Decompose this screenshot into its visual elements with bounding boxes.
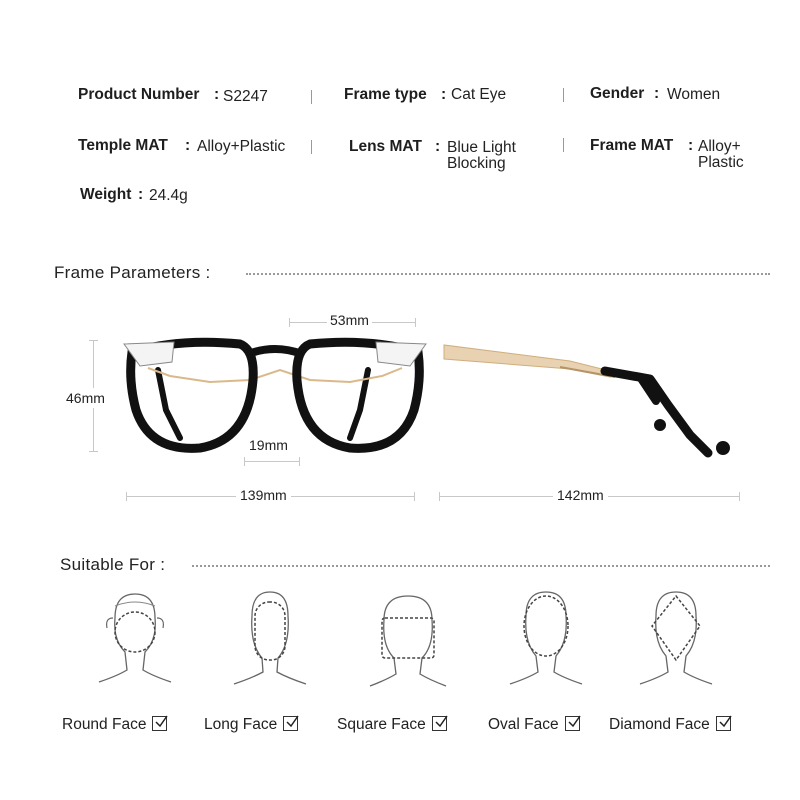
spec-colon: : xyxy=(688,137,694,154)
glasses-side-view-icon xyxy=(440,335,750,465)
divider xyxy=(563,88,564,102)
spec-colon: : xyxy=(214,86,220,103)
checkbox-checked-icon xyxy=(283,716,298,731)
spec-value-line2: Blocking xyxy=(447,155,506,172)
divider xyxy=(311,90,312,104)
bridge-line xyxy=(244,461,300,462)
face-label: Long Face xyxy=(204,716,278,733)
temple-length-label: 142mm xyxy=(553,487,608,503)
lens-height-label: 46mm xyxy=(66,390,105,406)
frame-width-label: 139mm xyxy=(236,487,291,503)
face-option-oval xyxy=(488,716,580,734)
spec-label: Weight xyxy=(80,186,132,203)
long-face-icon xyxy=(230,588,310,698)
spec-value: Alloy+Plastic xyxy=(197,138,286,155)
spec-label: Frame MAT xyxy=(590,137,674,154)
spec-value: Women xyxy=(667,86,721,103)
checkbox-checked-icon xyxy=(152,716,167,731)
spec-colon: : xyxy=(138,186,144,203)
lens-width-label: 53mm xyxy=(327,312,372,328)
spec-label: Gender xyxy=(590,85,645,102)
round-face-icon xyxy=(95,588,175,698)
square-face-icon xyxy=(368,592,448,702)
face-option-square xyxy=(337,716,447,734)
face-label: Square Face xyxy=(337,716,426,733)
spec-label: Temple MAT xyxy=(78,137,168,154)
checkbox-checked-icon xyxy=(716,716,731,731)
spec-label: Product Number xyxy=(78,86,200,103)
spec-colon: : xyxy=(441,86,447,103)
frame-parameters-title: Frame Parameters : xyxy=(54,263,211,282)
spec-value-line2: Plastic xyxy=(698,154,744,171)
diamond-face-icon xyxy=(636,588,716,698)
face-label: Diamond Face xyxy=(609,716,710,733)
spec-value: 24.4g xyxy=(149,187,188,204)
spec-value-line1: Alloy+ xyxy=(698,138,741,155)
face-option-diamond xyxy=(609,716,731,734)
spec-label: Frame type xyxy=(344,86,427,103)
face-label: Round Face xyxy=(62,716,147,733)
oval-face-icon xyxy=(506,588,586,698)
dotted-divider xyxy=(246,273,770,275)
bridge-label: 19mm xyxy=(249,437,288,453)
checkbox-checked-icon xyxy=(565,716,580,731)
spec-colon: : xyxy=(185,137,191,154)
spec-value: S2247 xyxy=(223,88,268,105)
face-label: Oval Face xyxy=(488,716,559,733)
glasses-front-view-icon xyxy=(110,330,440,460)
spec-value: Cat Eye xyxy=(451,86,507,103)
spec-colon: : xyxy=(435,138,441,155)
divider xyxy=(311,140,312,154)
suitable-for-title: Suitable For : xyxy=(60,555,166,574)
spec-value-line1: Blue Light xyxy=(447,139,516,156)
face-option-round xyxy=(62,716,167,734)
spec-label: Lens MAT xyxy=(349,138,422,155)
face-option-long xyxy=(204,716,298,734)
checkbox-checked-icon xyxy=(432,716,447,731)
dotted-divider xyxy=(192,565,770,567)
divider xyxy=(563,138,564,152)
spec-colon: : xyxy=(654,85,660,102)
